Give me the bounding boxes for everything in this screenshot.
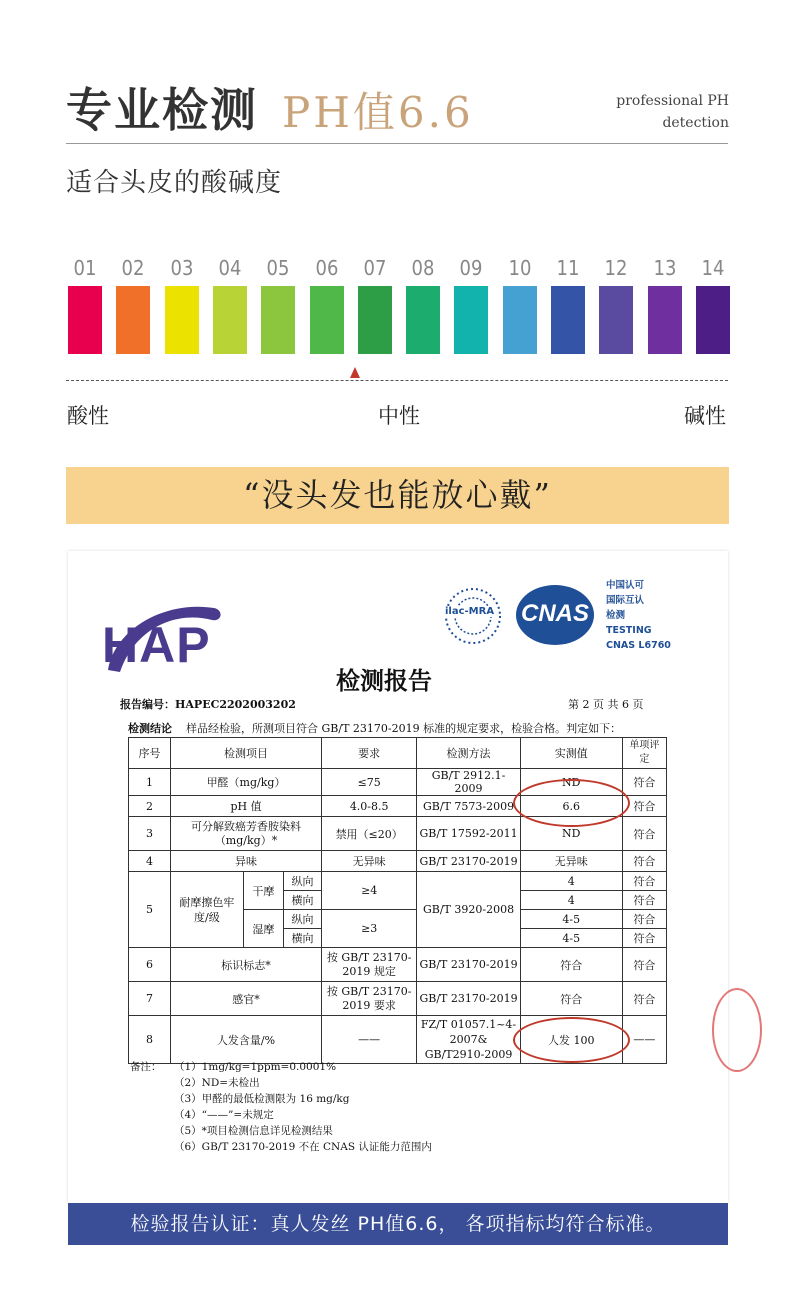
table-header-cell: 检测方法: [417, 738, 521, 769]
table-cell: 符合: [622, 982, 666, 1016]
report-notes: [130, 1059, 432, 1155]
cnas-logo-text: CNAS: [520, 600, 589, 627]
ph-color-swatch: [310, 286, 344, 354]
red-seal-stamp-icon: [712, 988, 762, 1072]
table-header-cell: 实测值: [520, 738, 622, 769]
table-cell: 按 GB/T 23170-2019 要求: [322, 982, 417, 1016]
table-row: [129, 948, 667, 982]
table-cell: 禁用（≤20）: [322, 817, 417, 851]
table-cell: 符合: [520, 948, 622, 982]
table-cell: ND: [520, 769, 622, 796]
conclusion-label: 检测结论: [128, 722, 172, 735]
table-cell: 7: [129, 982, 171, 1016]
ph-level-label: 04: [218, 256, 242, 280]
ph-color-swatch: [599, 286, 633, 354]
table-cell: ≤75: [322, 769, 417, 796]
ph-color-swatch: [406, 286, 440, 354]
page-title: 专业检测: [66, 83, 258, 137]
hap-logo: HAP: [102, 617, 211, 673]
table-cell: 符合: [622, 796, 666, 817]
label-acid: 酸性: [67, 404, 109, 428]
ph-level-label: 06: [315, 256, 339, 280]
table-cell: 8: [129, 1016, 171, 1064]
cnas-info-line: 检测: [606, 610, 626, 621]
table-cell: 符合: [622, 872, 666, 891]
cnas-info: [606, 578, 671, 653]
table-cell: 耐摩擦色牢度/级: [170, 872, 243, 948]
ph-color-swatch: [648, 286, 682, 354]
table-cell: ≥4: [322, 872, 417, 910]
table-header-cell: 检测项目: [170, 738, 321, 769]
report-page-info: 第 2 页 共 6 页: [568, 698, 644, 711]
table-cell: ——: [322, 1016, 417, 1064]
table-header-row: [129, 738, 667, 769]
table-cell: 3: [129, 817, 171, 851]
ph-level-label: 13: [653, 256, 677, 280]
ph-color-swatch: [696, 286, 730, 354]
ph-color-swatch: [503, 286, 537, 354]
table-cell: 6: [129, 948, 171, 982]
table-cell: GB/T 23170-2019: [417, 851, 521, 872]
cnas-info-line: TESTING: [606, 625, 652, 636]
table-cell: 符合: [622, 948, 666, 982]
note-item: （5）*项目检测信息详见检测结果: [174, 1125, 333, 1137]
ilac-mra-text: ilac-MRA: [445, 606, 495, 617]
table-cell: 符合: [622, 891, 666, 910]
ph-level-label: 08: [411, 256, 435, 280]
table-header-cell: 序号: [129, 738, 171, 769]
ph-color-swatch: [261, 286, 295, 354]
header-divider: [66, 143, 728, 144]
table-cell: 符合: [622, 929, 666, 948]
ph-color-swatch: [551, 286, 585, 354]
table-cell: 感官*: [170, 982, 321, 1016]
table-cell: ——: [622, 1016, 666, 1064]
table-cell: GB/T 17592-2011: [417, 817, 521, 851]
cnas-info-line: 中国认可: [606, 580, 645, 591]
table-cell: 5: [129, 872, 171, 948]
ph-level-label: 02: [121, 256, 145, 280]
note-item: （6）GB/T 23170-2019 不在 CNAS 认证能力范围内: [174, 1141, 432, 1153]
ph-level-label: 09: [459, 256, 483, 280]
table-row: [129, 872, 667, 891]
table-cell: 异味: [170, 851, 321, 872]
table-cell: 1: [129, 769, 171, 796]
table-cell: GB/T 7573-2009: [417, 796, 521, 817]
ph-level-label: 03: [170, 256, 194, 280]
table-cell: 无异味: [520, 851, 622, 872]
english-caption: [616, 90, 729, 134]
table-cell: 标识标志*: [170, 948, 321, 982]
note-item: （2）ND=未检出: [174, 1077, 260, 1089]
subtitle: 适合头皮的酸碱度: [66, 168, 283, 198]
table-cell: 甲醛（mg/kg）: [170, 769, 321, 796]
table-cell: GB/T 23170-2019: [417, 982, 521, 1016]
ph-color-swatch: [165, 286, 199, 354]
ph-value-title: PH值6.6: [282, 88, 474, 137]
highlight-oval-ph: [513, 779, 630, 827]
notes-label: 备注：: [130, 1061, 162, 1073]
report-title: 检测报告: [336, 667, 432, 695]
table-header-cell: 单项评定: [622, 738, 666, 769]
slogan-banner: “没头发也能放心戴”: [66, 467, 729, 524]
table-cell: 符合: [622, 817, 666, 851]
table-header-cell: 要求: [322, 738, 417, 769]
table-cell: 横向: [283, 891, 321, 910]
table-cell: 人发含量/%: [170, 1016, 321, 1064]
ph-level-label: 07: [363, 256, 387, 280]
ph-color-swatch: [213, 286, 247, 354]
table-cell: GB/T 2912.1-2009: [417, 769, 521, 796]
label-neutral: 中性: [378, 404, 420, 428]
table-cell: GB/T 3920-2008: [417, 872, 521, 948]
table-row: [129, 851, 667, 872]
report-conclusion: [128, 720, 621, 736]
table-cell: FZ/T 01057.1~4-2007& GB/T2910-2009: [417, 1016, 521, 1064]
table-cell: 横向: [283, 929, 321, 948]
english-caption-line1: professional PH: [616, 93, 729, 109]
table-cell: 符合: [520, 982, 622, 1016]
table-cell: 4-5: [520, 929, 622, 948]
highlight-oval-human-hair: [513, 1017, 630, 1063]
ph-color-swatch: [68, 286, 102, 354]
table-cell: 4: [520, 891, 622, 910]
ph-marker-triangle-icon: [350, 367, 360, 378]
cnas-info-line: 国际互认: [606, 595, 645, 606]
table-cell: ND: [520, 817, 622, 851]
ph-color-swatch: [116, 286, 150, 354]
table-cell: 纵向: [283, 910, 321, 929]
table-cell: 2: [129, 796, 171, 817]
table-cell: GB/T 23170-2019: [417, 948, 521, 982]
ph-color-swatch: [358, 286, 392, 354]
table-cell: 干摩: [243, 872, 283, 910]
ph-level-label: 10: [508, 256, 532, 280]
table-cell: 按 GB/T 23170-2019 规定: [322, 948, 417, 982]
cnas-info-line: CNAS L6760: [606, 640, 671, 651]
ph-level-label: 05: [266, 256, 290, 280]
ph-level-label: 14: [701, 256, 725, 280]
table-cell: 4-5: [520, 910, 622, 929]
ph-color-swatch: [454, 286, 488, 354]
ph-level-label: 01: [73, 256, 97, 280]
table-cell: 6.6: [520, 796, 622, 817]
table-cell: 无异味: [322, 851, 417, 872]
table-cell: ≥3: [322, 910, 417, 948]
footer-certification-bar: 检验报告认证：真人发丝 PH值6.6， 各项指标均符合标准。: [68, 1203, 728, 1245]
table-cell: pH 值: [170, 796, 321, 817]
note-item: （1）1mg/kg=1ppm=0.0001%: [174, 1061, 337, 1073]
table-cell: 符合: [622, 910, 666, 929]
table-cell: 4: [520, 872, 622, 891]
table-cell: 4.0-8.5: [322, 796, 417, 817]
table-cell: 符合: [622, 769, 666, 796]
scale-dashed-line: [66, 380, 728, 381]
english-caption-line2: detection: [662, 115, 729, 131]
label-alkaline: 碱性: [684, 404, 726, 428]
conclusion-text: 样品经检验，所测项目符合 GB/T 23170-2019 标准的规定要求，检验合格。判定如下：: [186, 722, 622, 735]
table-cell: 人发 100: [520, 1016, 622, 1064]
table-cell: 4: [129, 851, 171, 872]
note-item: （4）“——”=未规定: [174, 1109, 274, 1121]
note-item: （3）甲醛的最低检测限为 16 mg/kg: [174, 1093, 350, 1105]
ph-level-label: 12: [604, 256, 628, 280]
table-cell: 纵向: [283, 872, 321, 891]
table-cell: 符合: [622, 851, 666, 872]
report-number: 报告编号：HAPEC2202003202: [120, 698, 296, 711]
ph-level-label: 11: [556, 256, 580, 280]
table-cell: 可分解致癌芳香胺染料（mg/kg）*: [170, 817, 321, 851]
table-cell: 湿摩: [243, 910, 283, 948]
table-row: [129, 982, 667, 1016]
